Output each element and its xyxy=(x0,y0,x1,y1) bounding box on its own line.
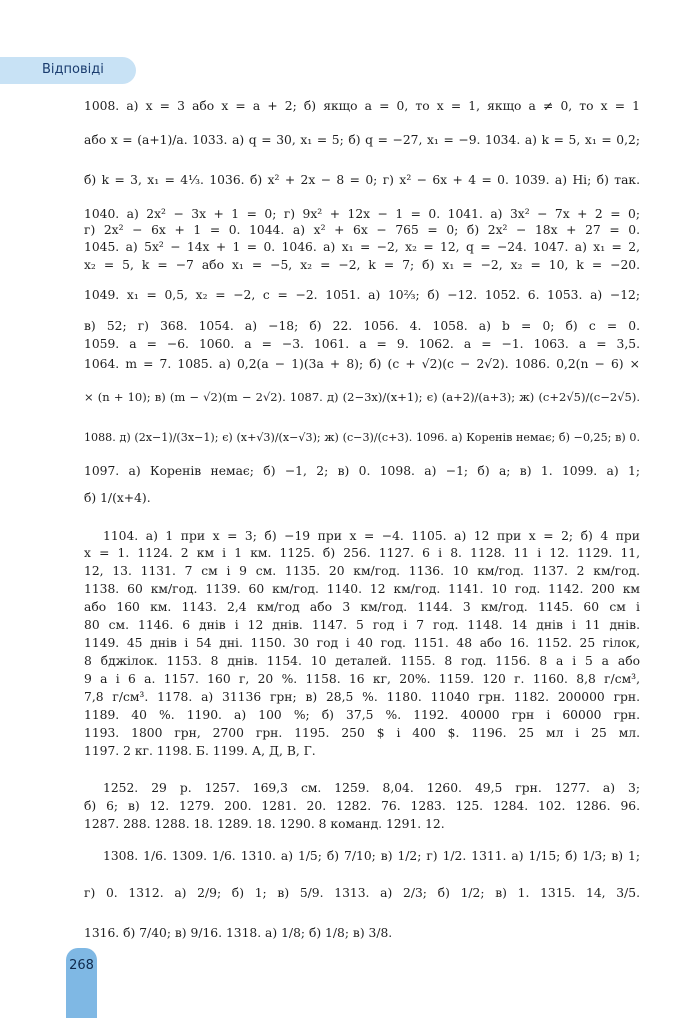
text-line: 7,8 г/см³. 1178. а) 31136 грн; в) 28,5 %. 1180. 11040 грн. 1182. 200000 грн. xyxy=(84,690,640,704)
text-line: 1193. 1800 грн, 2700 грн. 1195. 250 $ і 400 $. 1196. 25 мл і 25 мл. xyxy=(84,726,640,740)
text-line: 1088. д) (2x−1)/(3x−1); є) (x+√3)/(x−√3); ж) (c−3)/(c+3). 1096. а) Коренів немає; б) −0,25; в) 0. xyxy=(84,431,640,444)
text-line: 1049. x₁ = 0,5, x₂ = −2, c = −2. 1051. а) 10⅔; б) −12. 1052. 6. 1053. а) −12; xyxy=(84,288,640,302)
text-line: або x = (a+1)/a. 1033. а) q = 30, x₁ = 5; б) q = −27, x₁ = −9. 1034. а) k = 5, x₁ = 0,2; xyxy=(84,133,640,147)
text-line: б) k = 3, x₁ = 4⅓. 1036. б) x² + 2x − 8 = 0; г) x² − 6x + 4 = 0. 1039. а) Ні; б) так. xyxy=(84,173,640,187)
text-line: в) 52; г) 368. 1054. а) −18; б) 22. 1056. 4. 1058. а) b = 0; б) c = 0. xyxy=(84,319,640,333)
text-line: 1104. а) 1 при x = 3; б) −19 при x = −4. 1105. а) 12 при x = 2; б) 4 при xyxy=(103,529,640,543)
text-line: 1252. 29 р. 1257. 169,3 см. 1259. 8,04. 1260. 49,5 грн. 1277. а) 3; xyxy=(103,781,640,795)
text-line: 1064. m = 7. 1085. а) 0,2(a − 1)(3a + 8); б) (c + √2)(c − 2√2). 1086. 0,2(n − 6) × xyxy=(84,357,640,371)
text-line: 1316. б) 7/40; в) 9/16. 1318. а) 1/8; б) 1/8; в) 3/8. xyxy=(84,926,393,940)
text-line: 1008. а) x = 3 або x = a + 2; б) якщо a = 0, то x = 1, якщо a ≠ 0, то x = 1 xyxy=(84,99,640,113)
text-line: 9 а і 6 а. 1157. 160 г, 20 %. 1158. 16 кг, 20%. 1159. 120 г. 1160. 8,8 г/см³, xyxy=(84,672,640,686)
section-title: Відповіді xyxy=(42,62,104,77)
text-line: 1045. а) 5x² − 14x + 1 = 0. 1046. а) x₁ = −2, x₂ = 12, q = −24. 1047. а) x₁ = 2, xyxy=(84,240,640,254)
text-line: 1149. 45 днів і 54 дні. 1150. 30 год і 40 год. 1151. 48 або 16. 1152. 25 гілок, xyxy=(84,636,640,650)
text-line: 1308. 1/6. 1309. 1/6. 1310. а) 1/5; б) 7/10; в) 1/2; г) 1/2. 1311. а) 1/15; б) 1/3; в) 1; xyxy=(103,849,640,863)
page-number: 268 xyxy=(69,958,94,973)
text-line: або 160 км. 1143. 2,4 км/год або 3 км/год. 1144. 3 км/год. 1145. 60 см і xyxy=(84,600,640,614)
text-line: x = 1. 1124. 2 км і 1 км. 1125. б) 256. 1127. 6 і 8. 1128. 11 і 12. 1129. 11, xyxy=(84,546,640,560)
text-line: 8 бджілок. 1153. 8 днів. 1154. 10 деталей. 1155. 8 год. 1156. 8 а і 5 а або xyxy=(84,654,640,668)
text-line: г) 0. 1312. а) 2/9; б) 1; в) 5/9. 1313. а) 2/3; б) 1/2; в) 1. 1315. 14, 3/5. xyxy=(84,886,640,900)
text-line: 1189. 40 %. 1190. а) 100 %; б) 37,5 %. 1192. 40000 грн і 60000 грн. xyxy=(84,708,640,722)
text-line: 80 см. 1146. 6 днів і 12 днів. 1147. 5 год і 7 год. 1148. 14 днів і 11 днів. xyxy=(84,618,640,632)
text-line: 1059. a = −6. 1060. a = −3. 1061. a = 9. 1062. a = −1. 1063. a = 3,5. xyxy=(84,337,640,351)
text-line: 12, 13. 1131. 7 см і 9 см. 1135. 20 км/год. 1136. 10 км/год. 1137. 2 км/год. xyxy=(84,564,640,578)
text-line: б) 1/(x+4). xyxy=(84,491,151,505)
text-line: × (n + 10); в) (m − √2)(m − 2√2). 1087. д) (2−3x)/(x+1); є) (a+2)/(a+3); ж) (c+2√5)/(c−2√5). xyxy=(84,390,640,404)
text-line: г) 2x² − 6x + 1 = 0. 1044. а) x² + 6x − 765 = 0; б) 2x² − 18x + 27 = 0. xyxy=(84,223,640,237)
text-line: 1040. а) 2x² − 3x + 1 = 0; г) 9x² + 12x − 1 = 0. 1041. а) 3x² − 7x + 2 = 0; xyxy=(84,207,640,221)
text-line: x₂ = 5, k = −7 або x₁ = −5, x₂ = −2, k = 7; б) x₁ = −2, x₂ = 10, k = −20. xyxy=(84,258,640,272)
page-number-tab xyxy=(66,948,97,1018)
section-header-tab xyxy=(0,57,136,84)
text-line: б) 6; в) 12. 1279. 200. 1281. 20. 1282. 76. 1283. 125. 1284. 102. 1286. 96. xyxy=(84,799,640,813)
text-line: 1097. а) Коренів немає; б) −1, 2; в) 0. 1098. а) −1; б) a; в) 1. 1099. а) 1; xyxy=(84,464,640,478)
text-line: 1138. 60 км/год. 1139. 60 км/год. 1140. 12 км/год. 1141. 10 год. 1142. 200 км xyxy=(84,582,640,596)
text-line: 1287. 288. 1288. 18. 1289. 18. 1290. 8 команд. 1291. 12. xyxy=(84,817,445,831)
text-line: 1197. 2 кг. 1198. Б. 1199. А, Д, В, Г. xyxy=(84,744,316,758)
